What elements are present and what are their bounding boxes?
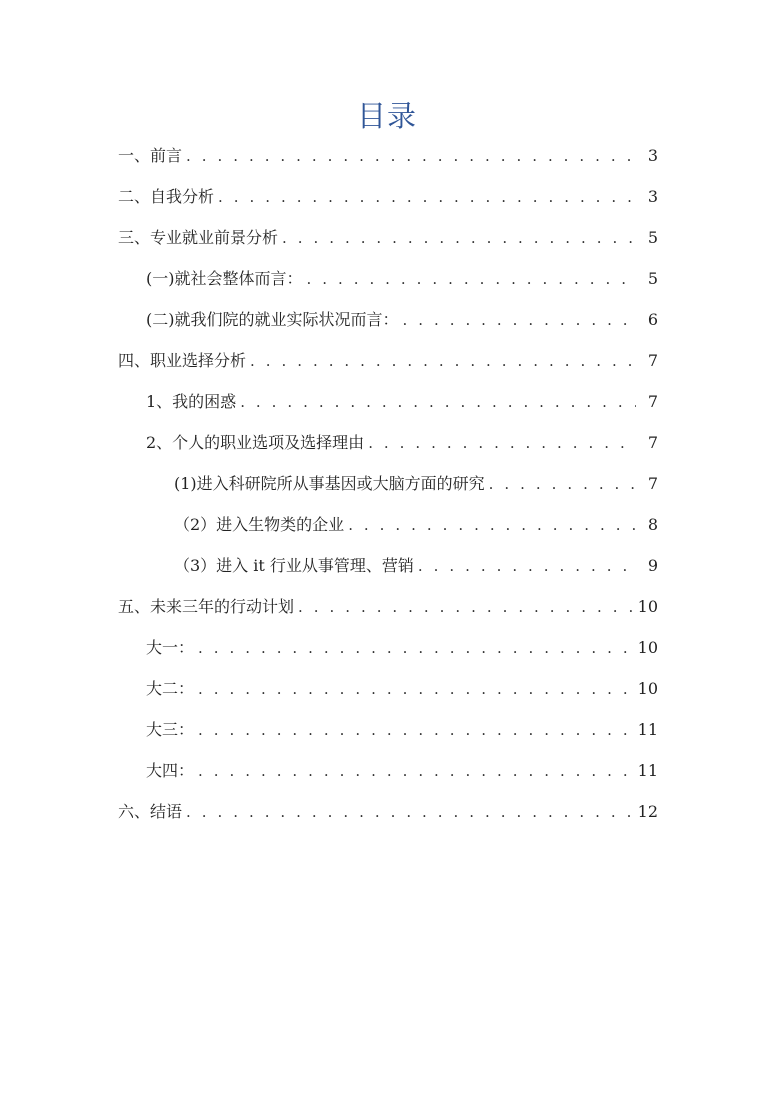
toc-entry-label: 1、我的困惑: [146, 392, 237, 411]
toc-title: 目录: [356, 99, 417, 133]
toc-dot-leader: [489, 472, 636, 496]
toc-entry-label: （2）进入生物类的企业: [174, 515, 345, 534]
toc-entry-label: (1)进入科研院所从事基因或大脑方面的研究: [174, 474, 485, 493]
toc-entry-career-choice[interactable]: [118, 349, 658, 373]
toc-entry-label: 大二：: [146, 679, 195, 698]
toc-entry-label: 六、结语: [118, 802, 183, 821]
toc-dot-leader: [198, 636, 634, 660]
toc-page-number: 3: [647, 146, 658, 165]
toc-entry-option-it[interactable]: [174, 554, 658, 578]
toc-entry-label: (一)就社会整体而言：: [146, 269, 303, 288]
toc-page-number: 7: [647, 392, 658, 411]
toc-entry-year-four[interactable]: [146, 759, 658, 783]
toc-entry-label: 五、未来三年的行动计划: [118, 597, 295, 616]
toc-entry-label: 大三：: [146, 720, 195, 739]
toc-entry-society-overall[interactable]: [146, 267, 658, 291]
toc-dot-leader: [282, 226, 636, 250]
toc-dot-leader: [307, 267, 637, 291]
toc-page-number: 11: [637, 720, 658, 739]
toc-entry-label: 大一：: [146, 638, 195, 657]
toc-entry-label: (二)就我们院的就业实际状况而言：: [146, 310, 399, 329]
toc-dot-leader: [186, 144, 636, 168]
toc-dot-leader: [368, 431, 636, 455]
toc-dot-leader: [198, 677, 634, 701]
toc-page-number: 7: [647, 474, 658, 493]
toc-page-number: 7: [647, 351, 658, 370]
toc-page-number: 8: [647, 515, 658, 534]
toc-dot-leader: [348, 513, 636, 537]
toc-entry-year-one[interactable]: [146, 636, 658, 660]
toc-dot-leader: [250, 349, 636, 373]
toc-page-number: 3: [647, 187, 658, 206]
toc-entry-college-situation[interactable]: [146, 308, 658, 332]
toc-entry-career-options[interactable]: [146, 431, 658, 455]
toc-entry-self-analysis[interactable]: [118, 185, 658, 209]
toc-entry-preface[interactable]: [118, 144, 658, 168]
toc-page-number: 10: [637, 638, 658, 657]
toc-entry-label: 一、前言: [118, 146, 183, 165]
toc-dot-leader: [198, 759, 634, 783]
toc-entry-label: （3）进入 it 行业从事管理、营销: [174, 556, 414, 575]
toc-entry-three-year-plan[interactable]: [118, 595, 658, 619]
toc-entry-year-three[interactable]: [146, 718, 658, 742]
toc-entry-conclusion[interactable]: [118, 800, 658, 824]
toc-page-number: 5: [647, 269, 658, 288]
toc-page-number: 10: [637, 679, 658, 698]
toc-dot-leader: [403, 308, 637, 332]
toc-entry-label: 大四：: [146, 761, 195, 780]
toc-entry-option-bio-company[interactable]: [174, 513, 658, 537]
toc-page-number: 10: [637, 597, 658, 616]
toc-dot-leader: [240, 390, 636, 414]
toc-dot-leader: [418, 554, 636, 578]
toc-entry-label: 四、职业选择分析: [118, 351, 247, 370]
toc-page-number: 11: [637, 761, 658, 780]
toc-page-number: 5: [647, 228, 658, 247]
toc-dot-leader: [186, 800, 634, 824]
toc-entry-label: 三、专业就业前景分析: [118, 228, 279, 247]
toc-page-number: 6: [647, 310, 658, 329]
toc-dot-leader: [298, 595, 634, 619]
toc-page-number: 12: [637, 802, 658, 821]
toc-entry-label: 2、个人的职业选项及选择理由: [146, 433, 365, 452]
toc-entry-option-research[interactable]: [174, 472, 658, 496]
toc-dot-leader: [198, 718, 634, 742]
toc-entry-year-two[interactable]: [146, 677, 658, 701]
toc-entry-label: 二、自我分析: [118, 187, 215, 206]
toc-dot-leader: [218, 185, 636, 209]
toc-page-number: 7: [647, 433, 658, 452]
toc-entry-my-confusion[interactable]: [146, 390, 658, 414]
toc-entry-employment-outlook[interactable]: [118, 226, 658, 250]
toc-page-number: 9: [647, 556, 658, 575]
